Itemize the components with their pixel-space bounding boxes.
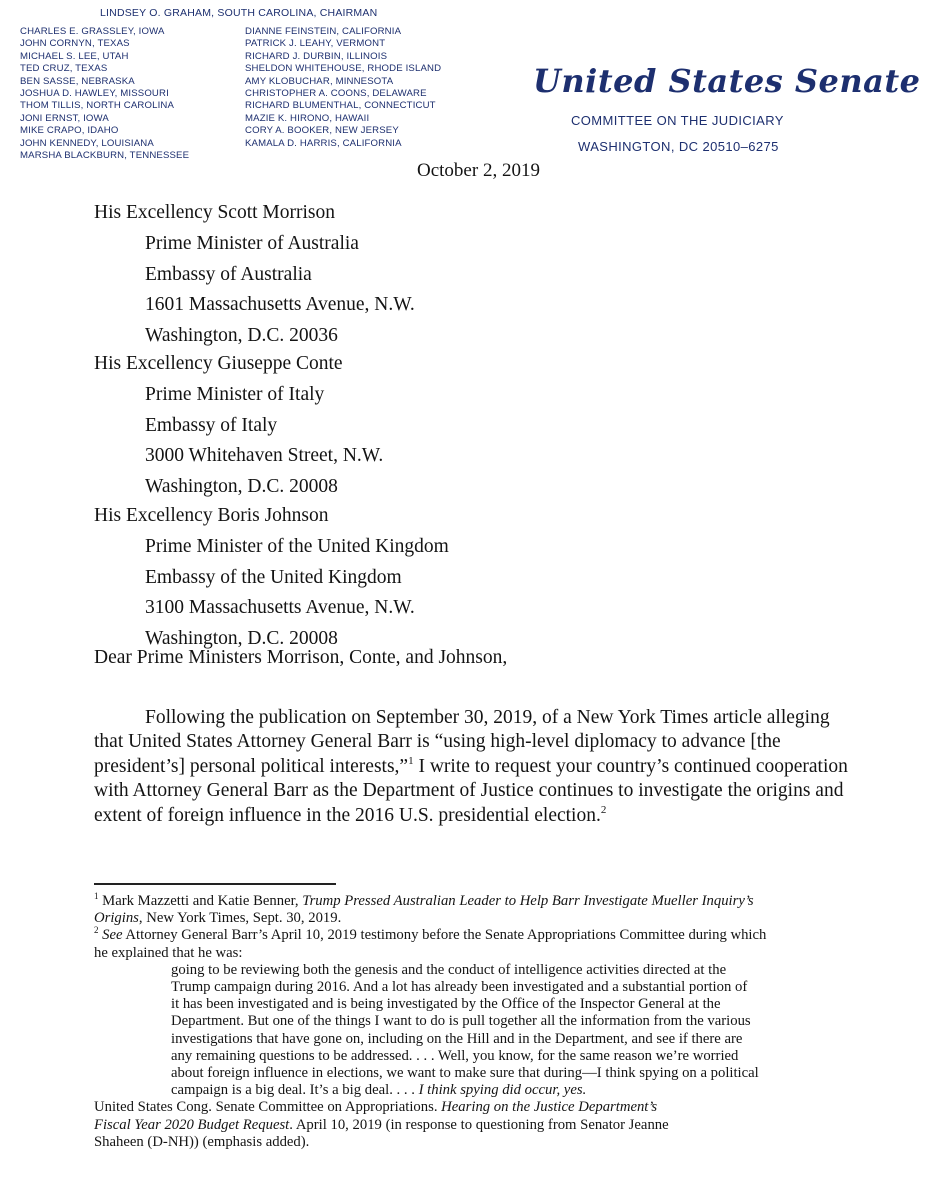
- footnote-marker: 2: [600, 803, 607, 816]
- recipient-line: His Excellency Scott Morrison: [94, 202, 335, 223]
- footnote-number: 2: [94, 925, 99, 936]
- citation-title: Hearing on the Justice Department’s: [441, 1099, 658, 1116]
- footnote-text: Attorney General Barr’s April 10, 2019 testimony before the Senate Appropriations Committee during which: [122, 927, 767, 944]
- body-text: extent of foreign influence in the 2016 U.S. presidential election.: [94, 804, 601, 826]
- member-name: JOSHUA D. HAWLEY, MISSOURI: [20, 88, 169, 100]
- quote-line: Department. But one of the things I want to do is pull together all the information from the various: [171, 1013, 751, 1030]
- recipient-line: His Excellency Giuseppe Conte: [94, 353, 343, 374]
- footnote-text: he explained that he was:: [94, 944, 243, 961]
- recipient-line: His Excellency Boris Johnson: [94, 505, 329, 526]
- citation-line: Shaheen (D-NH)) (emphasis added).: [94, 1133, 310, 1150]
- member-name: MICHAEL S. LEE, UTAH: [20, 50, 129, 62]
- recipient-line: Prime Minister of Australia: [145, 232, 359, 254]
- committee-members-majority: [20, 26, 189, 162]
- recipient-line: Embassy of the United Kingdom: [145, 566, 402, 588]
- member-name: CHRISTOPHER A. COONS, DELAWARE: [245, 88, 427, 100]
- member-name: THOM TILLIS, NORTH CAROLINA: [20, 100, 175, 112]
- recipient-block: [94, 198, 415, 352]
- member-name: DIANNE FEINSTEIN, CALIFORNIA: [245, 26, 402, 37]
- body-text: I write to request your country’s continued cooperation: [413, 755, 848, 777]
- body-line: with Attorney General Barr as the Department of Justice continues to investigate the origins and: [94, 780, 844, 802]
- senate-letterhead-title: United States Senate: [533, 62, 921, 100]
- recipient-block: [94, 501, 449, 655]
- quote-line: going to be reviewing both the genesis and the conduct of intelligence activities directed at the: [171, 961, 727, 978]
- recipient-line: Prime Minister of Italy: [145, 383, 325, 405]
- committee-address: WASHINGTON, DC 20510–6275: [578, 139, 779, 154]
- member-name: KAMALA D. HARRIS, CALIFORNIA: [245, 137, 402, 149]
- footnote-divider: [94, 883, 336, 885]
- quote-line: Trump campaign during 2016. And a lot has already been investigated and a substantial portion of: [171, 979, 748, 996]
- recipient-line: 1601 Massachusetts Avenue, N.W.: [145, 294, 415, 316]
- recipient-line: Embassy of Italy: [145, 414, 278, 436]
- quote-text: campaign is a big deal. It’s a big deal. . . .: [171, 1082, 419, 1099]
- recipient-line: Washington, D.C. 20036: [145, 325, 338, 347]
- footnote-2: [94, 927, 914, 944]
- member-name: MIKE CRAPO, IDAHO: [20, 125, 119, 137]
- chairman-line: LINDSEY O. GRAHAM, SOUTH CAROLINA, CHAIRMAN: [100, 7, 378, 19]
- member-name: RICHARD BLUMENTHAL, CONNECTICUT: [245, 100, 436, 112]
- body-text: president’s] personal political interests,”: [94, 755, 409, 777]
- letter-date: October 2, 2019: [417, 160, 540, 181]
- body-line: Following the publication on September 30, 2019, of a New York Times article alleging: [145, 707, 830, 728]
- body-paragraph: [94, 706, 894, 828]
- footnote-text: , New York Times, Sept. 30, 2019.: [138, 910, 342, 927]
- footnote-text: Mark Mazzetti and Katie Benner,: [98, 893, 303, 909]
- recipient-line: 3000 Whitehaven Street, N.W.: [145, 445, 384, 467]
- footnote-1-cont: [94, 910, 914, 927]
- footnote-title: Origins: [94, 910, 139, 927]
- footnote-number: 1: [94, 891, 99, 901]
- recipient-line: Washington, D.C. 20008: [145, 476, 338, 498]
- member-name: JONI ERNST, IOWA: [20, 112, 109, 124]
- member-name: RICHARD J. DURBIN, ILLINOIS: [245, 50, 388, 62]
- citation-text: United States Cong. Senate Committee on Appropriations.: [94, 1099, 442, 1116]
- footnote-quote: [94, 962, 914, 1100]
- quote-line: investigations that have gone on, including on the Hill and in the Department, and see if there are: [171, 1030, 743, 1047]
- quote-line: [171, 1082, 914, 1099]
- member-name: SHELDON WHITEHOUSE, RHODE ISLAND: [245, 63, 442, 75]
- quote-line: about foreign influence in elections, we want to make sure that during—I think spying on a political: [171, 1065, 759, 1082]
- body-line: that United States Attorney General Barr is “using high-level diplomacy to advance [the: [94, 731, 781, 753]
- recipient-line: 3100 Massachusetts Avenue, N.W.: [145, 597, 415, 619]
- member-name: TED CRUZ, TEXAS: [20, 63, 108, 75]
- member-name: BEN SASSE, NEBRASKA: [20, 75, 135, 87]
- member-name: JOHN KENNEDY, LOUISIANA: [20, 137, 154, 149]
- quote-line: it has been investigated and is being investigated by the Office of the Inspector General at the: [171, 996, 721, 1013]
- footnote-signal: See: [102, 927, 123, 944]
- recipient-line: Embassy of Australia: [145, 263, 312, 285]
- member-name: JOHN CORNYN, TEXAS: [20, 38, 130, 50]
- member-name: AMY KLOBUCHAR, MINNESOTA: [245, 75, 394, 87]
- member-name: MAZIE K. HIRONO, HAWAII: [245, 112, 370, 124]
- member-name: PATRICK J. LEAHY, VERMONT: [245, 38, 386, 50]
- salutation: Dear Prime Ministers Morrison, Conte, and Johnson,: [94, 647, 508, 668]
- member-name: CORY A. BOOKER, NEW JERSEY: [245, 125, 399, 137]
- recipient-block: [94, 349, 383, 503]
- footnote-title: Trump Pressed Australian Leader to Help Barr Investigate Mueller Inquiry’s: [302, 893, 754, 909]
- citation-text: . April 10, 2019 (in response to questioning from Senator Jeanne: [289, 1116, 669, 1133]
- committee-members-minority: [245, 26, 441, 150]
- body-line: [94, 804, 894, 828]
- footnote-1: [94, 893, 914, 910]
- citation-title: Fiscal Year 2020 Budget Request: [94, 1116, 290, 1133]
- recipient-line: Prime Minister of the United Kingdom: [145, 535, 449, 557]
- member-name: CHARLES E. GRASSLEY, IOWA: [20, 26, 165, 37]
- citation-line: [94, 1117, 914, 1134]
- footnotes: [94, 893, 914, 1151]
- recipient-line: Washington, D.C. 20008: [145, 628, 338, 650]
- committee-name: COMMITTEE ON THE JUDICIARY: [571, 113, 784, 128]
- quote-line: any remaining questions to be addressed. . . . Well, you know, for the same reason we’re worried: [171, 1047, 739, 1064]
- footnote-marker: 1: [408, 754, 414, 767]
- citation-line: [94, 1099, 914, 1116]
- member-name: MARSHA BLACKBURN, TENNESSEE: [20, 150, 190, 162]
- quote-emphasis: I think spying did occur, yes.: [418, 1082, 587, 1099]
- body-line: [94, 755, 894, 779]
